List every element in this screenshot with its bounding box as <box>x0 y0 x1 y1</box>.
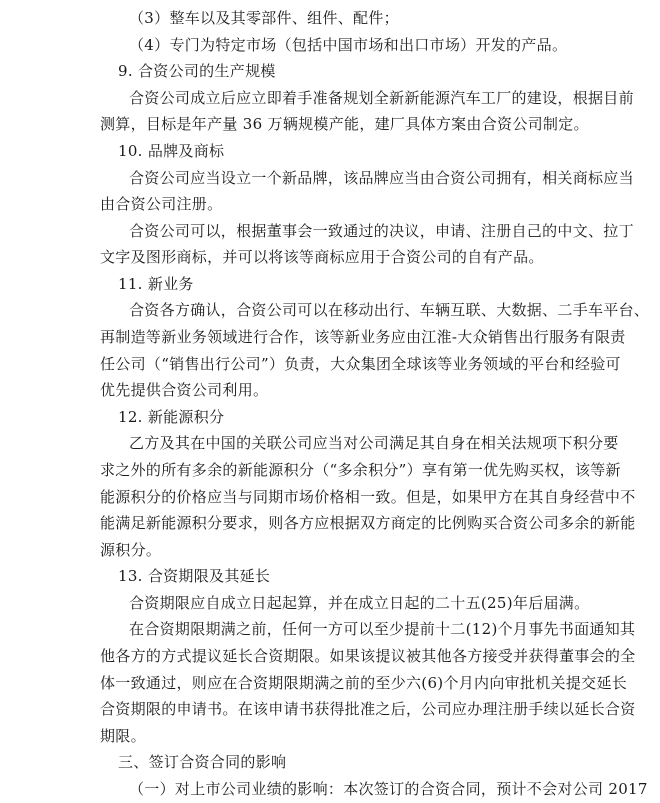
paragraph-line: 能源积分的价格应当与同期市场价格相一致。但是，如果甲方在其自身经营中不 <box>100 488 636 506</box>
section-10-heading: 10. 品牌及商标 <box>118 142 225 160</box>
section-12-heading: 12. 新能源积分 <box>118 408 225 426</box>
paragraph-line: 任公司（“销售出行公司”）负责，大众集团全球该等业务领域的平台和经验可 <box>100 355 621 373</box>
section-11-heading: 11. 新业务 <box>118 275 194 293</box>
list-item-3: （3）整车以及其零部件、组件、配件； <box>129 9 399 27</box>
paragraph-line: 合资期限应自成立日起起算，并在成立日起的二十五(25)年后届满。 <box>129 594 590 612</box>
paragraph-line: 合资公司成立后应立即着手准备规划全新新能源汽车工厂的建设，根据目前 <box>129 89 634 107</box>
paragraph-line: 求之外的所有多余的新能源积分（“多余积分”）享有第一优先购买权，该等新 <box>100 461 621 479</box>
paragraph-line: 期限。 <box>100 727 146 745</box>
paragraph-line: 由合资公司注册。 <box>100 195 223 213</box>
section-13-heading: 13. 合资期限及其延长 <box>118 567 271 585</box>
paragraph-line: （一）对上市公司业绩的影响：本次签订的合资合同，预计不会对公司 2017 <box>129 780 648 798</box>
paragraph-line: 合资公司应当设立一个新品牌，该品牌应当由合资公司拥有，相关商标应当 <box>129 169 634 187</box>
paragraph-line: 源积分。 <box>100 541 162 559</box>
paragraph-line: 能满足新能源积分要求，则各方应根据双方商定的比例购买合资公司多余的新能 <box>100 514 636 532</box>
paragraph-line: 文字及图形商标，并可以将该等商标应用于合资公司的自有产品。 <box>100 248 544 266</box>
list-item-4: （4）专门为特定市场（包括中国市场和出口市场）开发的产品。 <box>129 36 568 54</box>
paragraph-line: 合资各方确认，合资公司可以在移动出行、车辆互联、大数据、二手车平台、 <box>129 301 650 319</box>
section-9-heading: 9. 合资公司的生产规模 <box>118 62 276 80</box>
paragraph-line: 优先提供合资公司利用。 <box>100 381 269 399</box>
paragraph-line: 再制造等新业务领域进行合作，该等新业务应由江淮-大众销售出行服务有限责 <box>100 328 626 346</box>
paragraph-line: 他各方的方式提议延长合资期限。如果该提议被其他各方接受并获得董事会的全 <box>100 647 636 665</box>
paragraph-line: 合资期限的申请书。在该申请书获得批准之后，公司应办理注册手续以延长合资 <box>100 700 636 718</box>
paragraph-line: 体一致通过，则应在合资期限期满之前的至少六(6)个月内向审批机关提交延长 <box>100 674 628 692</box>
section-3-heading: 三、签订合资合同的影响 <box>118 753 287 771</box>
paragraph-line: 乙方及其在中国的关联公司应当对公司满足其自身在相关法规项下积分要 <box>129 434 619 452</box>
paragraph-line: 合资公司可以，根据董事会一致通过的决议，申请、注册自己的中文、拉丁 <box>129 222 634 240</box>
paragraph-line: 在合资期限期满之前，任何一方可以至少提前十二(12)个月事先书面通知其 <box>129 620 636 638</box>
paragraph-line: 测算，目标是年产量 36 万辆规模产能，建厂具体方案由合资公司制定。 <box>100 115 589 133</box>
